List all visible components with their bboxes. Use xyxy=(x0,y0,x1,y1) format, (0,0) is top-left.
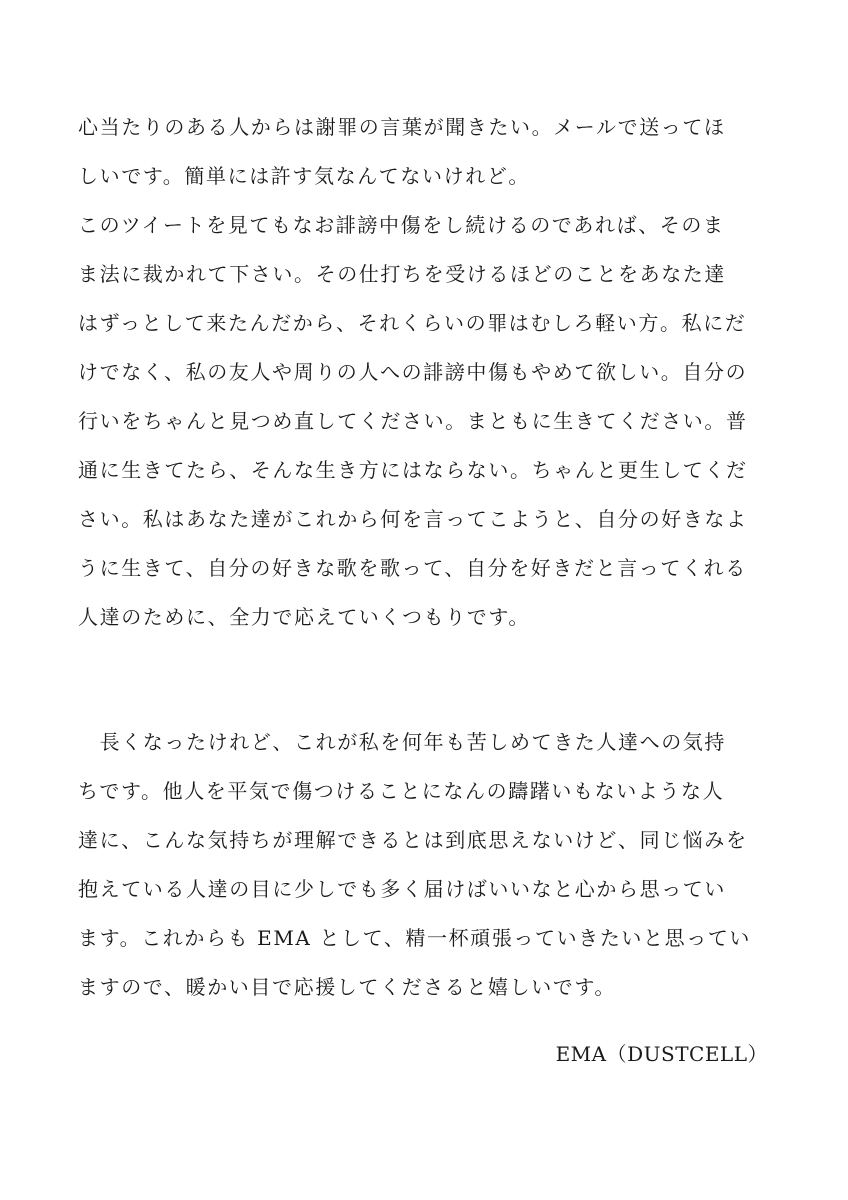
paragraph-line: ま法に裁かれて下さい。その仕打ちを受けるほどのことをあなた達 xyxy=(78,262,726,286)
paragraph-line: 抱えている人達の目に少しでも多く届けばいいなと心から思ってい xyxy=(78,877,726,901)
paragraph-line: ますので、暖かい目で応援してくださると嬉しいです。 xyxy=(78,975,616,999)
paragraph-line: 達に、こんな気持ちが理解できるとは到底思えないけど、同じ悩みを xyxy=(78,828,748,852)
paragraph-line: けでなく、私の友人や周りの人への誹謗中傷もやめて欲しい。自分の xyxy=(78,360,748,384)
paragraph-line: さい。私はあなた達がこれから何を言ってこようと、自分の好きなよ xyxy=(78,507,748,531)
paragraph-line: 通に生きてたら、そんな生き方にはならない。ちゃんと更生してくだ xyxy=(78,458,748,482)
paragraph-line: ます。これからも EMA として、精一杯頑張っていきたいと思ってい xyxy=(78,926,752,950)
paragraph-line: このツイートを見てもなお誹謗中傷をし続けるのであれば、そのま xyxy=(78,213,725,237)
paragraph-2 xyxy=(78,718,778,1012)
paragraph-line: 長くなったけれど、これが私を何年も苦しめてきた人達への気持 xyxy=(78,730,726,754)
paragraph-line: ちです。他人を平気で傷つけることになんの躊躇いもないような人 xyxy=(78,779,725,803)
paragraph-line: うに生きて、自分の好きな歌を歌って、自分を好きだと言ってくれる xyxy=(78,556,747,580)
paragraph-line: しいです。簡単には許す気なんてないけれど。 xyxy=(78,164,530,188)
paragraph-line: 心当たりのある人からは謝罪の言葉が聞きたい。メールで送ってほ xyxy=(78,115,726,139)
signature: EMA（DUSTCELL） xyxy=(555,1042,768,1066)
paragraph-line: 人達のために、全力で応えていくつもりです。 xyxy=(78,605,530,629)
paragraph-line: はずっとして来たんだから、それくらいの罪はむしろ軽い方。私にだ xyxy=(78,311,747,335)
paragraph-1 xyxy=(78,103,778,642)
paragraph-line: 行いをちゃんと見つめ直してください。まともに生きてください。普 xyxy=(78,409,748,433)
